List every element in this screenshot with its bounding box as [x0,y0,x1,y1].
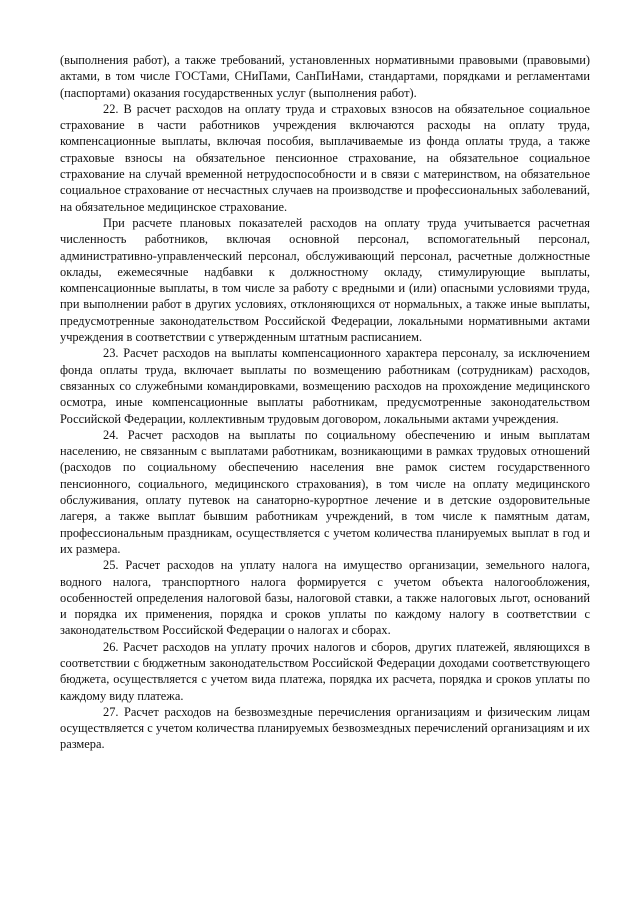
paragraph-25: 25. Расчет расходов на уплату налога на имущество организации, земельного налога, водного налога, транспортного налога формируется с учетом объекта налогообложения, особенностей определения налоговой базы, налоговой ставки, а также налоговых льгот, оснований и порядка их применения, порядка и сроков уплаты по каждому налогу в соответствии с законодательством Российской Федерации о налогах и сборах. [60,558,590,638]
paragraph-23: 23. Расчет расходов на выплаты компенсационного характера персоналу, за исключением фонда оплаты труда, включает выплаты по возмещению работникам (сотрудникам) расходов, связанных со служебными командировками, возмещению расходов на прохождение медицинского осмотра, иные компенсационные выплаты работникам, предусмотренные законодательством Российской Федерации, коллективным трудовым договором, локальными актами учреждения. [60,346,590,426]
paragraph-continuation: (выполнения работ), а также требований, установленных нормативными правовыми (правовыми) актами, в том числе ГОСТами, СНиПами, СанПиНами, стандартами, порядками и регламентами (паспортами) оказания государственных услуг (выполнения работ). [60,53,590,100]
paragraph-22-payroll-calculation: При расчете плановых показателей расходов на оплату труда учитывается расчетная численность работников, включая основной персонал, вспомогательный персонал, административно-управленческий персонал, обслуживающий персонал, расчетные должностные оклады, ежемесячные надбавки к должностному окладу, стимулирующие выплаты, компенсационные выплаты, в том числе за работу с вредными и (или) опасными условиями труда, при выполнении работ в других условиях, отклоняющихся от нормальных, а также иные выплаты, предусмотренные законодательством Российской Федерации, локальными нормативными актами учреждения в соответствии с утвержденным штатным расписанием. [60,215,590,345]
paragraph-26: 26. Расчет расходов на уплату прочих налогов и сборов, других платежей, являющихся в соответствии с бюджетным законодательством Российской Федерации доходами соответствующего бюджета, осуществляется с учетом вида платежа, порядка их расчета, порядка и сроков уплаты по каждому виду платежа. [60,639,590,703]
paragraph-27: 27. Расчет расходов на безвозмездные перечисления организациям и физическим лицам осуществляется с учетом количества планируемых безвозмездных перечислений организациям и их размера. [60,704,590,752]
paragraph-24: 24. Расчет расходов на выплаты по социальному обеспечению и иным выплатам населению, не связанным с выплатами работникам, возникающими в рамках трудовых отношений (расходов по социальному обеспечению населения вне рамок систем государственного пенсионного, социального, медицинского страхования), в том числе на оплату медицинского обслуживания, оплату путевок на санаторно-курортное лечение и в детские оздоровительные лагеря, а также выплат бывшим работникам учреждений, в том числе к памятным датам, профессиональным праздникам, осуществляется с учетом количества планируемых выплат в год и их размера. [60,427,590,556]
paragraph-22: 22. В расчет расходов на оплату труда и страховых взносов на обязательное социальное страхование в части работников учреждения включаются расходы на оплату труда, компенсационные выплаты, включая пособия, выплачиваемые из фонда оплаты труда, а также страховые взносы на обязательное пенсионное страхование, на обязательное социальное страхование на случай временной нетрудоспособности и в связи с материнством, на обязательное социальное страхование от несчастных случаев на производстве и профессиональных заболеваний, на обязательное медицинское страхование. [60,101,590,214]
